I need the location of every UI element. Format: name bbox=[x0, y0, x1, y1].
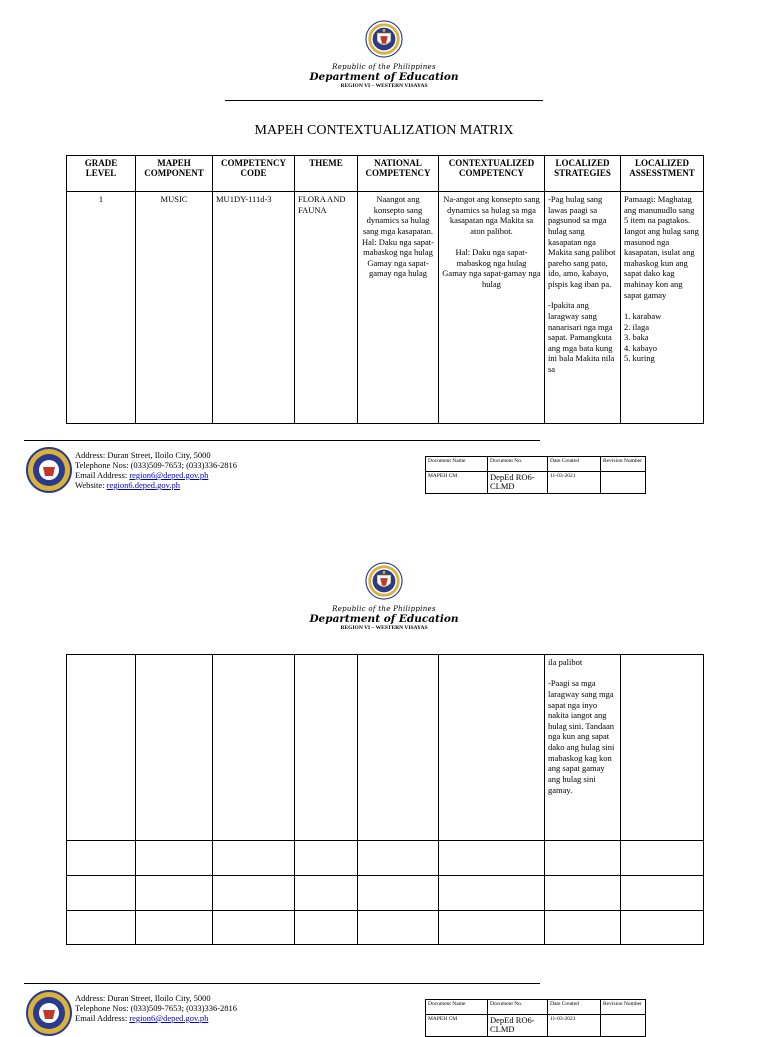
region-text: REGION VI – WESTERN VISAYAS bbox=[340, 625, 428, 631]
deped-seal-icon bbox=[365, 562, 403, 600]
document-info-table bbox=[425, 999, 646, 1037]
footer-email-line bbox=[75, 470, 237, 480]
header-divider bbox=[225, 100, 543, 101]
doc-name: MAPEH CM bbox=[426, 472, 488, 494]
document-info-clip bbox=[425, 999, 647, 1035]
cell-component: MUSIC bbox=[136, 192, 213, 424]
col-header-grade: GRADE LEVEL bbox=[67, 156, 136, 192]
cell-theme: FLORA AND FAUNA bbox=[295, 192, 358, 424]
col-header-code: COMPETENCY CODE bbox=[213, 156, 295, 192]
footer-website-label: Website: bbox=[75, 480, 107, 490]
region-logo-icon bbox=[26, 447, 72, 493]
doc-header-name: Document Name bbox=[426, 457, 488, 472]
doc-header-date: Date Created bbox=[548, 1000, 601, 1015]
republic-text: Republic of the Philippines bbox=[332, 605, 436, 613]
doc-header-date: Date Created bbox=[548, 457, 601, 472]
col-header-contextualized: CONTEXTUALIZED COMPETENCY bbox=[439, 156, 545, 192]
cell-national: Naangot ang konsepto sang dynamics sa hulag sang mga kasapatan. Hal: Daku nga sapat-mabaskog nga hulag Gamay nga sapat-gamay nga hulag bbox=[358, 192, 439, 424]
footer-divider bbox=[24, 440, 540, 441]
cell-code: MU1DY-111d-3 bbox=[213, 192, 295, 424]
republic-text: Republic of the Philippines bbox=[332, 63, 436, 71]
footer-address-block bbox=[75, 450, 237, 490]
doc-number: DepEd RO6-CLMD bbox=[488, 1015, 548, 1037]
header-row bbox=[67, 156, 704, 192]
cell-contextualized: Na-angot ang konsepto sang dynamics sa hulag sa mga kasapatan nga Makita sa aton palibot. Hal: Daku nga sapat-mabaskog nga hulag Gamay nga sapat-gamay nga hulag bbox=[439, 192, 545, 424]
strategies-text: -Pag hulag sang lawas paagi sa pagsunod sa mga hulag sang kasapatan nga Makita sang palibot pareho sang pato, ido, amo, kabayo, pispis kag iban pa. -Ipakita ang laragway sang nanarisari nga mga sapat. Pamangkuta ang mga bata kung ini bala Makita nila sa bbox=[548, 194, 616, 374]
col-header-component: MAPEH COMPONENT bbox=[136, 156, 213, 192]
table-row bbox=[67, 841, 704, 876]
region-logo-icon bbox=[26, 990, 72, 1036]
table-row bbox=[67, 876, 704, 911]
document-info-table bbox=[425, 456, 646, 494]
doc-number: DepEd RO6-CLMD bbox=[488, 472, 548, 494]
footer-email-link[interactable]: region6@deped.gov.ph bbox=[129, 470, 209, 480]
col-header-national: NATIONAL COMPETENCY bbox=[358, 156, 439, 192]
footer-address-block bbox=[75, 993, 237, 1024]
col-header-strategies: LOCALIZED STRATEGIES bbox=[545, 156, 621, 192]
doc-revision bbox=[601, 472, 646, 494]
table-row bbox=[67, 911, 704, 945]
col-header-theme: THEME bbox=[295, 156, 358, 192]
footer-telephone: Telephone Nos: (033)509-7653; (033)336-2816 bbox=[75, 460, 238, 470]
footer-address: Address: Duran Street, Iloilo City, 5000 bbox=[75, 993, 211, 1003]
letterhead-1 bbox=[225, 20, 543, 89]
table-row bbox=[67, 192, 704, 424]
doc-header-no: Document No. bbox=[488, 457, 548, 472]
footer-email-link[interactable]: region6@deped.gov.ph bbox=[129, 1013, 209, 1023]
department-name: Department of Education bbox=[309, 613, 459, 625]
footer-telephone: Telephone Nos: (033)509-7653; (033)336-2816 bbox=[75, 1003, 238, 1013]
footer-email-line bbox=[75, 1013, 237, 1023]
matrix-table-continued bbox=[66, 654, 704, 945]
doc-date: 11-03-2021 bbox=[548, 1015, 601, 1037]
doc-header-revision: Revision Number bbox=[601, 457, 646, 472]
page-title: MAPEH CONTEXTUALIZATION MATRIX bbox=[254, 123, 514, 138]
cell-strategies bbox=[545, 192, 621, 424]
doc-header-name: Document Name bbox=[426, 1000, 488, 1015]
table-row bbox=[67, 655, 704, 841]
footer-email-label: Email Address: bbox=[75, 470, 130, 480]
footer-divider bbox=[24, 983, 540, 984]
doc-header-no: Document No. bbox=[488, 1000, 548, 1015]
department-name: Department of Education bbox=[309, 71, 459, 83]
cell-grade: 1 bbox=[67, 192, 136, 424]
footer-email-label: Email Address: bbox=[75, 1013, 130, 1023]
col-header-assessment: LOCALIZED ASSESSTMENT bbox=[621, 156, 704, 192]
doc-revision bbox=[601, 1015, 646, 1037]
footer-website-link[interactable]: region6.deped.gov.ph bbox=[106, 480, 180, 490]
footer-website-line bbox=[75, 480, 237, 490]
letterhead-2 bbox=[225, 562, 543, 631]
doc-date: 11-03-2021 bbox=[548, 472, 601, 494]
doc-name: MAPEH CM bbox=[426, 1015, 488, 1037]
matrix-table bbox=[66, 155, 704, 424]
footer-address: Address: Duran Street, Iloilo City, 5000 bbox=[75, 450, 211, 460]
region-text: REGION VI – WESTERN VISAYAS bbox=[340, 83, 428, 89]
doc-header-revision: Revision Number bbox=[601, 1000, 646, 1015]
cell-strategies-continued: ila palibot -Paagi sa mga laragway sang mga sapat nga inyo nakita iangot ang hulag sini. Tandaan nga kun ang sapat dako ang hulag sini mabaskog kag kon ang sapat gamay ang hulag sini gamay. bbox=[545, 655, 621, 841]
deped-seal-icon bbox=[365, 20, 403, 58]
cell-assessment: Pamaagi: Maghatag ang manunudlo sang 5 item na pagtakos. Iangot ang hulag sang masunod nga kasapatan, isulat ang mabaskog kun ang sapat dako kag mahinay kon ang sapat gamay 1. karabaw 2. ilaga 3. baka 4. kabayo 5. kuring bbox=[621, 192, 704, 424]
